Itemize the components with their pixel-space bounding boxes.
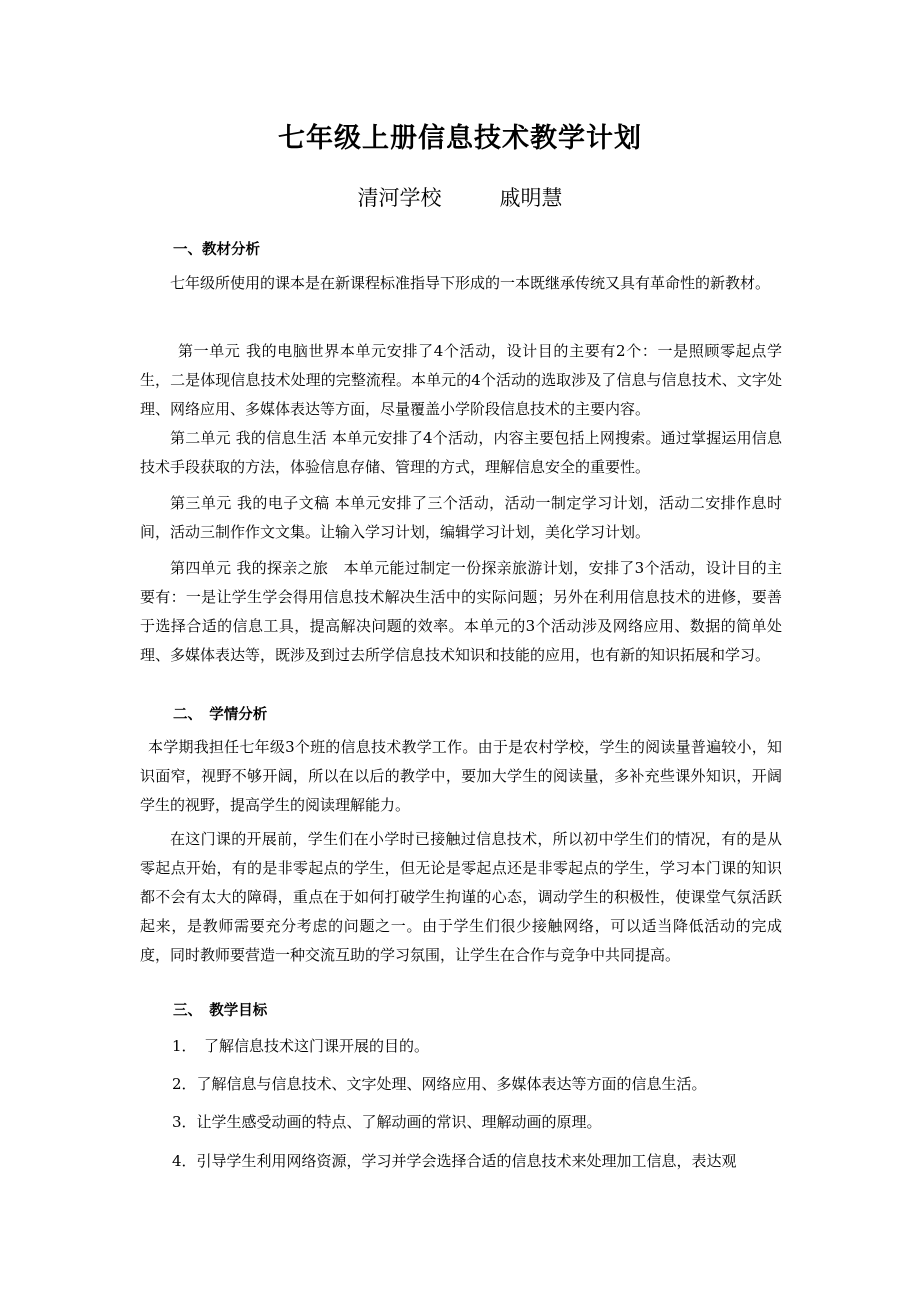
paragraph-class-overview: 本学期我担任七年级3个班的信息技术教学工作。由于是农村学校，学生的阅读量普遍较小，知识面窄，视野不够开阔，所以在以后的教学中，要加大学生的阅读量，多补充些课外知识，开阔学生的视野，提高学生的阅读理解能力。 — [140, 738, 782, 814]
goal-item: 1． 了解信息技术这门课开展的目的。 — [172, 1037, 430, 1055]
author-name: 戚明慧 — [499, 186, 563, 210]
goal-item: 2．了解信息与信息技术、文字处理、网络应用、多媒体表达等方面的信息生活。 — [172, 1075, 707, 1093]
paragraph-textbook-intro: 七年级所使用的课本是在新课程标准指导下形成的一本既继承传统又具有革命性的新教材。 — [170, 274, 771, 292]
section-heading-goals: 三、 教学目标 — [173, 1003, 268, 1019]
paragraph-unit-4: 第四单元 我的探亲之旅 本单元能过制定一份探亲旅游计划，安排了3个活动，设计目的主要有：一是让学生学会得用信息技术解决生活中的实际问题；另外在利用信息技术的进修，要善于选择合适的信息工具，提高解决问题的效率。本单元的3个活动涉及网络应用、数据的简单处理、多媒体表达等，既涉及到过去所学信息技术知识和技能的应用，也有新的知识拓展和学习。 — [140, 559, 782, 664]
school-name: 清河学校 — [357, 186, 442, 210]
section-heading-materials: 一、教材分析 — [173, 242, 260, 258]
document-title: 七年级上册信息技术教学计划 — [278, 123, 642, 154]
document-subtitle — [0, 182, 920, 212]
goal-item: 3．让学生感受动画的特点、了解动画的常识、理解动画的原理。 — [172, 1113, 602, 1131]
section-heading-students: 二、 学情分析 — [173, 707, 268, 723]
paragraph-unit-1: 第一单元 我的电脑世界本单元安排了4个活动，设计目的主要有2个：一是照顾零起点学生，二是体现信息技术处理的完整流程。本单元的4个活动的选取涉及了信息与信息技术、文字处理、网络应用、多媒体表达等方面，尽量覆盖小学阶段信息技术的主要内容。 — [140, 342, 782, 418]
paragraph-student-background: 在这门课的开展前，学生们在小学时已接触过信息技术，所以初中学生们的情况，有的是从零起点开始，有的是非零起点的学生，但无论是零起点还是非零起点的学生，学习本门课的知识都不会有太大的障碍，重点在于如何打破学生拘谨的心态，调动学生的积极性，使课堂气氛活跃起来，是教师需要充分考虑的问题之一。由于学生们很少接触网络，可以适当降低活动的完成度，同时教师要营造一种交流互助的学习氛围，让学生在合作与竞争中共同提高。 — [140, 830, 782, 964]
goal-item: 4．引导学生利用网络资源，学习并学会选择合适的信息技术来处理加工信息，表达观 — [172, 1152, 737, 1170]
paragraph-unit-3: 第三单元 我的电子文稿 本单元安排了三个活动，活动一制定学习计划，活动二安排作息时间，活动三制作作文文集。让输入学习计划，编辑学习计划，美化学习计划。 — [140, 494, 782, 541]
paragraph-unit-2: 第二单元 我的信息生活 本单元安排了4个活动，内容主要包括上网搜索。通过掌握运用信息技术手段获取的方法，体验信息存储、管理的方式，理解信息安全的重要性。 — [140, 429, 782, 476]
